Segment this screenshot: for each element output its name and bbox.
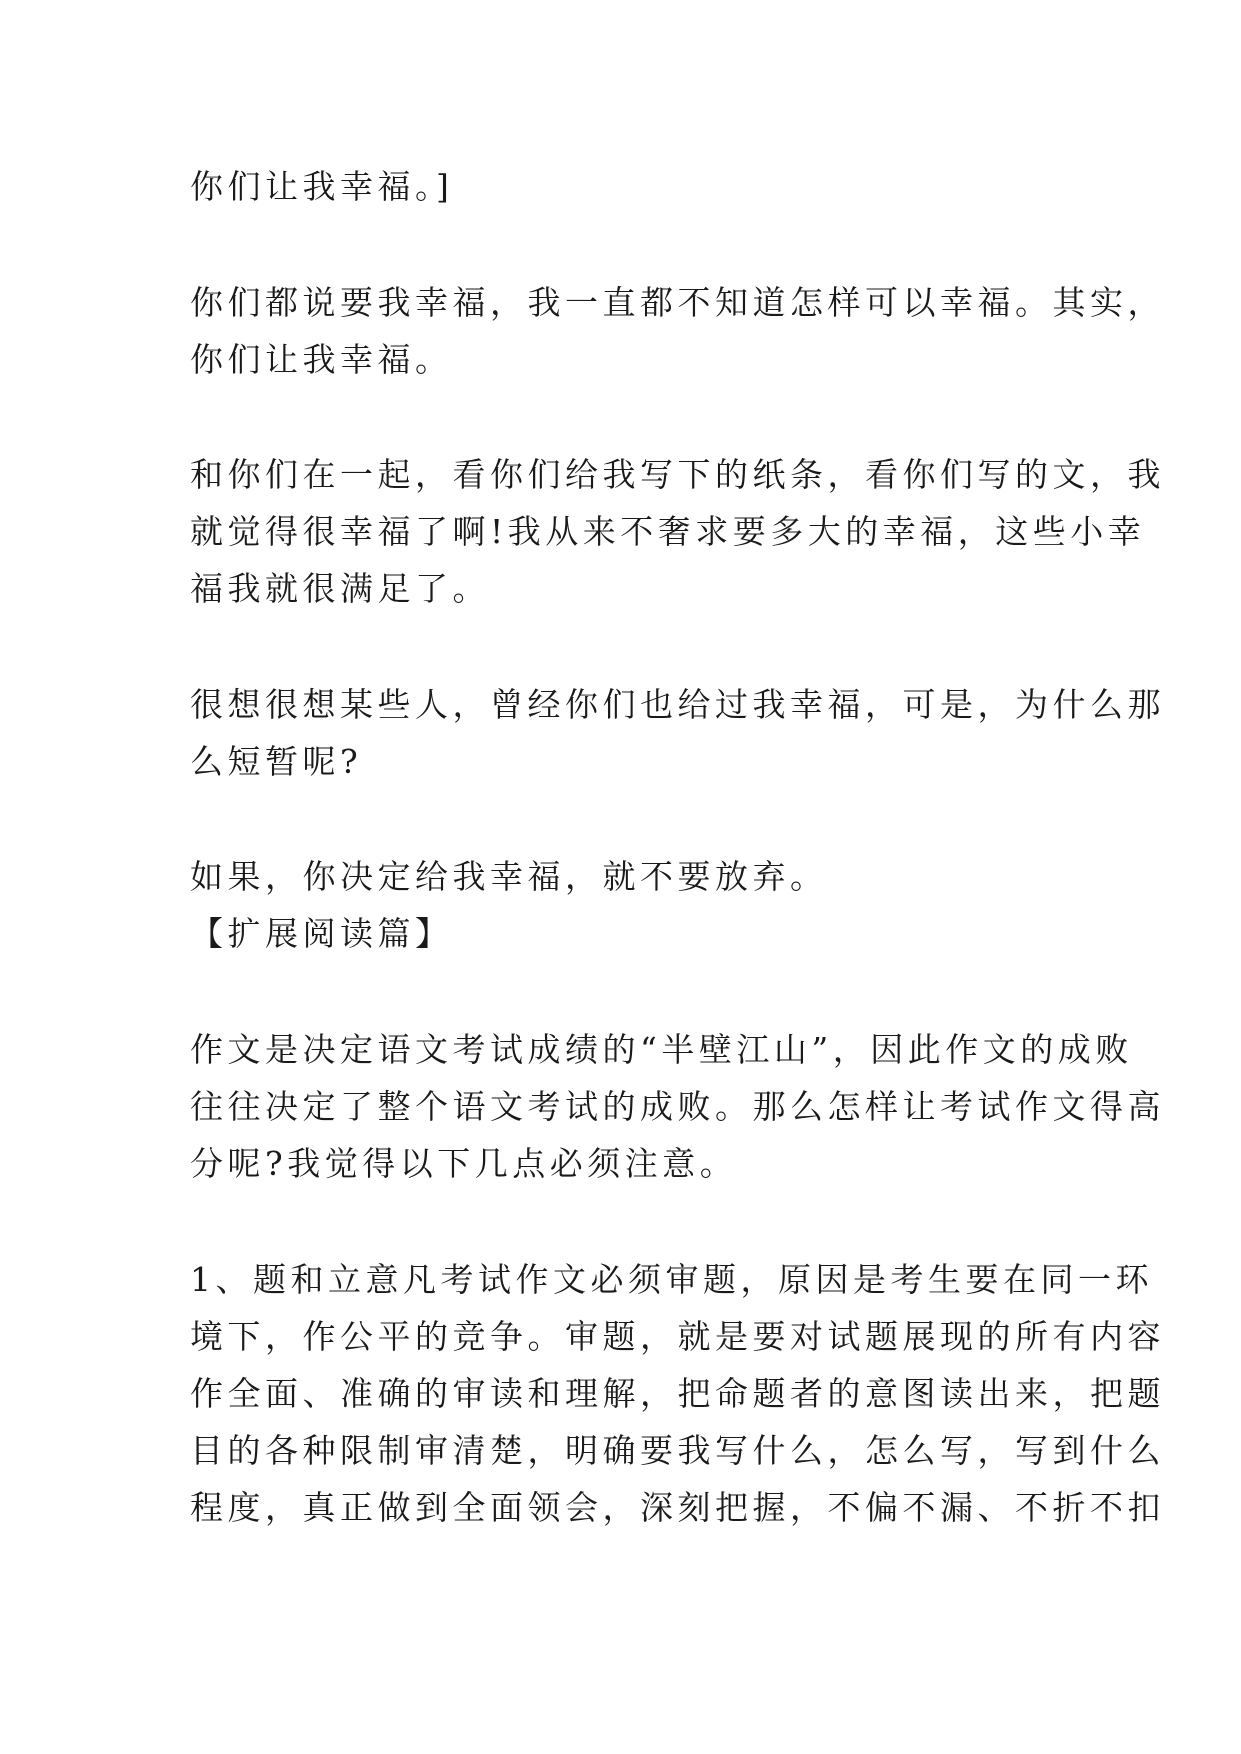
text-line: 往往决定了整个语文考试的成败。那么怎样让考试作文得高: [190, 1087, 1165, 1126]
text-line: 你们让我幸福。: [190, 340, 453, 379]
text-line: 就觉得很幸福了啊!我从来不奢求要多大的幸福，这些小幸: [190, 512, 1146, 551]
text-line: 么短暂呢?: [190, 742, 363, 781]
text-line: 境下，作公平的竞争。审题，就是要对试题展现的所有内容: [190, 1317, 1165, 1356]
section-heading: 【扩展阅读篇】: [190, 914, 453, 953]
text-line: 程度，真正做到全面领会，深刻把握，不偏不漏、不折不扣: [190, 1488, 1165, 1527]
text-line: 如果，你决定给我幸福，就不要放弃。: [190, 857, 828, 896]
text-line: 和你们在一起，看你们给我写下的纸条，看你们写的文，我: [190, 455, 1165, 494]
text-line: 福我就很满足了。: [190, 569, 490, 608]
text-line: 分呢?我觉得以下几点必须注意。: [190, 1144, 738, 1183]
text-line: 作文是决定语文考试成绩的“半壁江山”，因此作文的成败: [190, 1030, 1133, 1069]
text-line: 你们让我幸福。]: [190, 167, 454, 206]
text-line: 1、题和立意凡考试作文必须审题，原因是考生要在同一环: [190, 1260, 1153, 1299]
text-line: 作全面、准确的审读和理解，把命题者的意图读出来，把题: [190, 1374, 1165, 1413]
text-line: 很想很想某些人，曾经你们也给过我幸福，可是，为什么那: [190, 685, 1165, 724]
text-line: 你们都说要我幸福，我一直都不知道怎样可以幸福。其实，: [190, 283, 1165, 322]
text-line: 目的各种限制审清楚，明确要我写什么，怎么写，写到什么: [190, 1431, 1165, 1470]
